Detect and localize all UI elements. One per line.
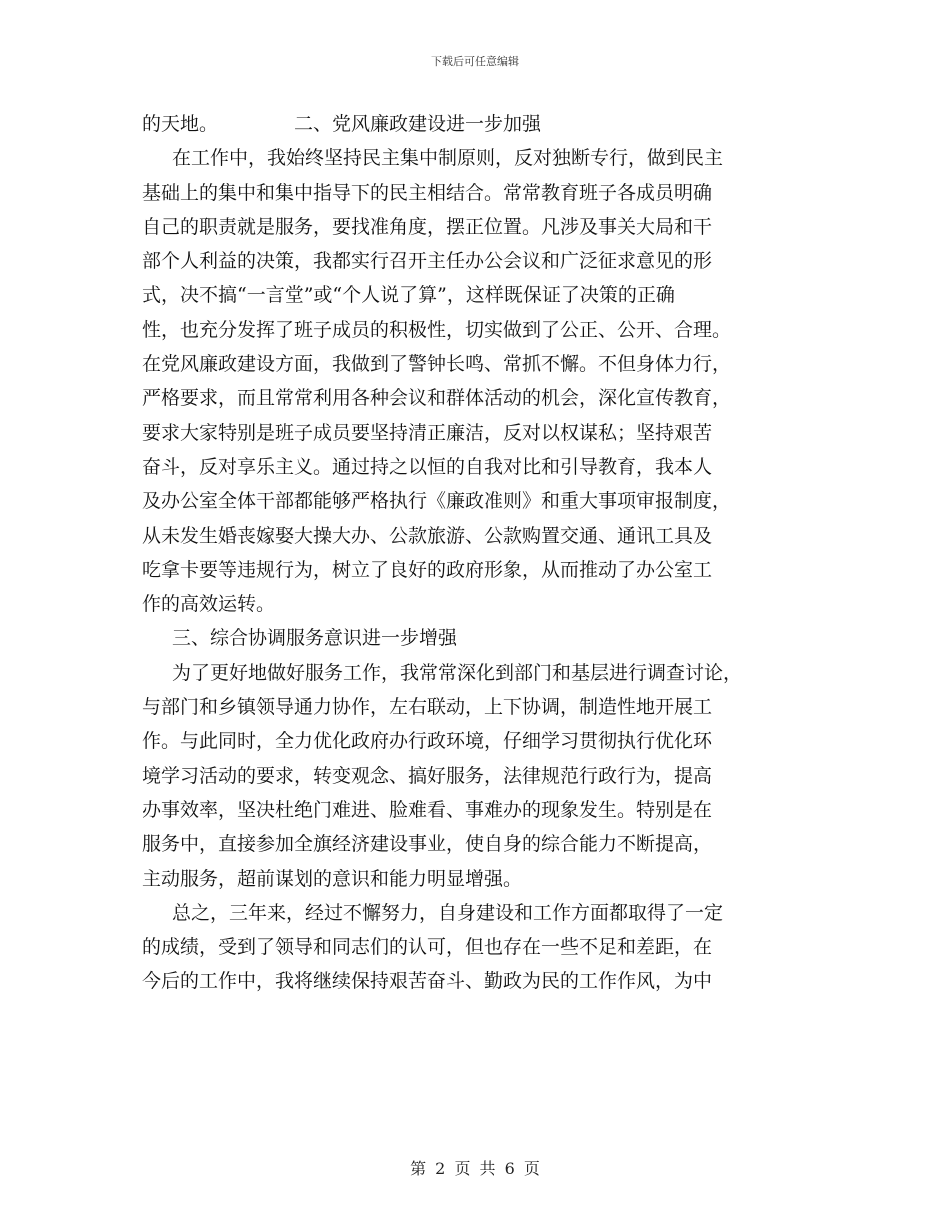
text-line: 从未发生婚丧嫁娶大操大办、公款旅游、公款购置交通、通讯工具及 <box>142 524 713 547</box>
text-line: 作。与此同时，全力优化政府办行政环境，仔细学习贯彻执行优化环 <box>142 730 713 753</box>
section-heading: 三、综合协调服务意识进一步增强 <box>172 627 458 650</box>
section-heading: 二、党风廉政建设进一步加强 <box>294 113 542 135</box>
text-line: 作的高效运转。 <box>142 593 276 616</box>
text-line: 基础上的集中和集中指导下的民主相结合。常常教育班子各成员明确 <box>142 181 713 204</box>
text-line: 境学习活动的要求，转变观念、搞好服务，法律规范行政行为，提高 <box>142 764 713 787</box>
text-line: 今后的工作中，我将继续保持艰苦奋斗、勤政为民的工作作风，为中 <box>142 970 713 993</box>
text-line <box>142 107 822 141</box>
text-line-start: 的天地。 <box>142 113 219 135</box>
text-line: 在党风廉政建设方面，我做到了警钟长鸣、常抓不懈。不但身体力行， <box>142 353 732 376</box>
text-line: 在工作中，我始终坚持民主集中制原则，反对独断专行，做到民主 <box>172 147 724 170</box>
text-line: 吃拿卡要等违规行为，树立了良好的政府形象，从而推动了办公室工 <box>142 558 713 581</box>
text-line: 服务中，直接参加全旗经济建设事业，使自身的综合能力不断提高， <box>142 833 713 856</box>
text-line: 式，决不搞“一言堂”或“个人说了算”，这样既保证了决策的正确 <box>142 284 675 307</box>
page-header: 下载后可任意编辑 <box>431 55 519 68</box>
text-line: 为了更好地做好服务工作，我常常深化到部门和基层进行调查讨论， <box>172 661 743 684</box>
text-line: 奋斗，反对享乐主义。通过持之以恒的自我对比和引导教育，我本人 <box>142 455 713 478</box>
text-line: 自己的职责就是服务，要找准角度，摆正位置。凡涉及事关大局和干 <box>142 215 713 238</box>
text-line: 性，也充分发挥了班子成员的积极性，切实做到了公正、公开、合理。 <box>142 318 732 341</box>
text-line: 的成绩，受到了领导和同志们的认可，但也存在一些不足和差距，在 <box>142 936 713 959</box>
text-line: 部个人利益的决策，我都实行召开主任办公会议和广泛征求意见的形 <box>142 250 713 273</box>
text-line: 与部门和乡镇领导通力协作，左右联动，上下协调，制造性地开展工 <box>142 696 713 719</box>
document-body <box>142 107 822 999</box>
text-line: 办事效率，坚决杜绝门难进、脸难看、事难办的现象发生。特别是在 <box>142 798 713 821</box>
text-line: 要求大家特别是班子成员要坚持清正廉洁，反对以权谋私；坚持艰苦 <box>142 421 713 444</box>
text-line: 主动服务，超前谋划的意识和能力明显增强。 <box>142 867 523 890</box>
text-line: 严格要求，而且常常利用各种会议和群体活动的机会，深化宣传教育， <box>142 387 732 410</box>
text-line: 及办公室全体干部都能够严格执行《廉政准则》和重大事项审报制度， <box>142 490 732 513</box>
page-footer: 第 2 页 共 6 页 <box>410 1159 540 1178</box>
text-line: 总之，三年来，经过不懈努力，自身建设和工作方面都取得了一定 <box>172 901 724 924</box>
